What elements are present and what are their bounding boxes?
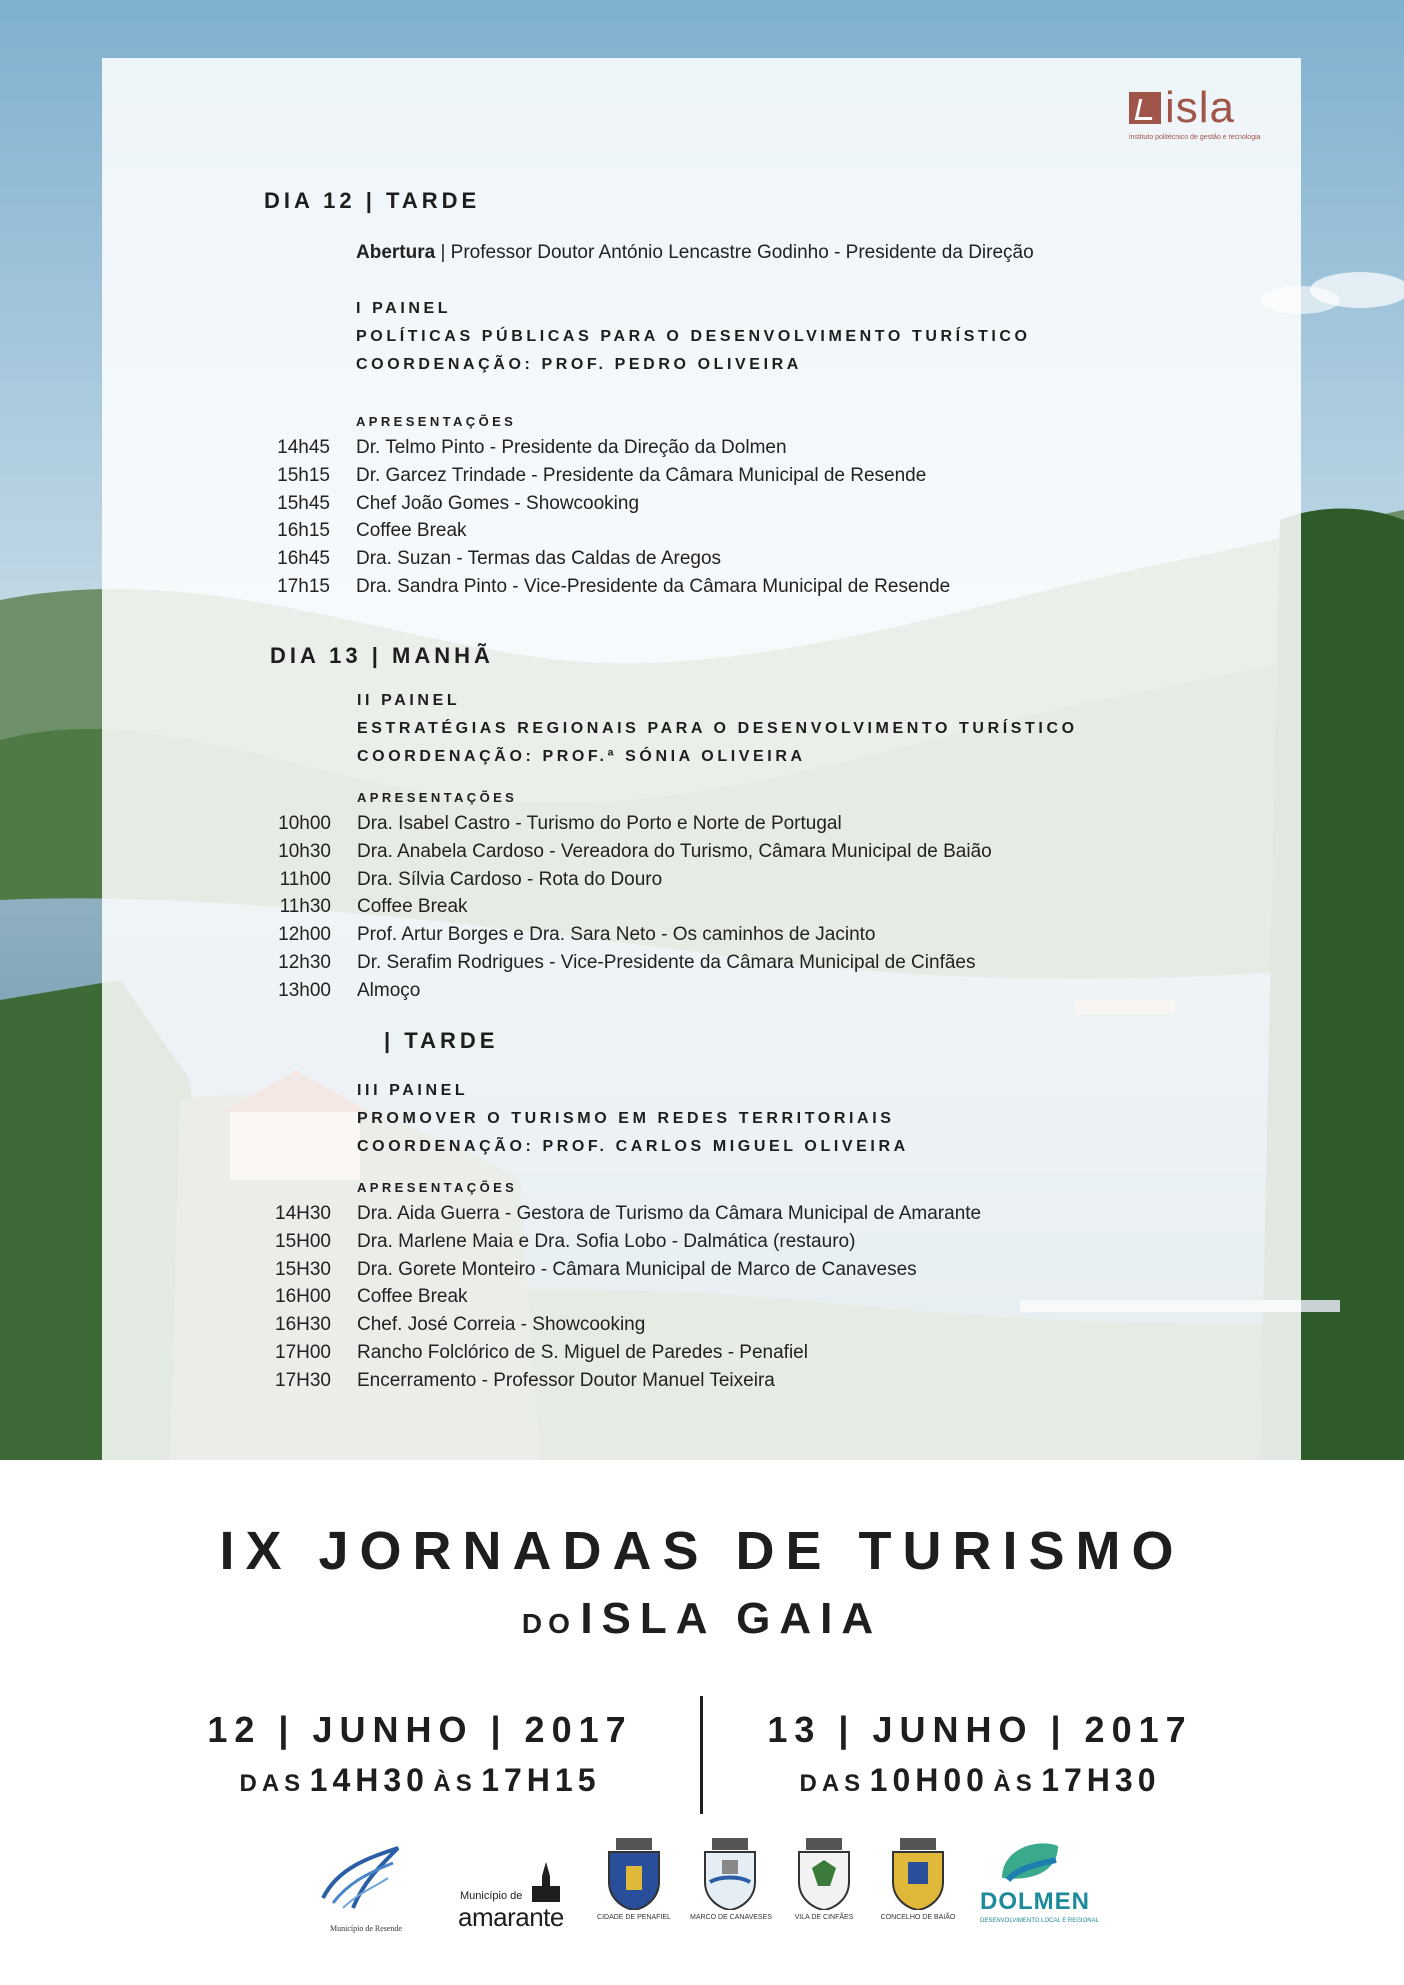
baiao-crest-icon <box>888 1838 948 1910</box>
sponsor-penafiel <box>597 1838 674 1938</box>
cinfaes-crest-icon <box>794 1838 854 1910</box>
sponsor-resende <box>308 1838 428 1938</box>
schedule-time: 12h00 <box>278 924 331 946</box>
schedule-description: Dra. Suzan - Termas das Caldas de Aregos <box>356 548 722 570</box>
schedule-time: 17h15 <box>277 575 330 597</box>
schedule-row <box>261 838 1261 866</box>
event-subtitle-do: DO <box>521 1608 576 1639</box>
sponsor-marco <box>690 1838 772 1938</box>
panel1-label: I PAINEL <box>356 300 452 317</box>
marco-crest-icon <box>700 1838 760 1910</box>
sponsor-cinfaes <box>794 1838 864 1938</box>
schedule-description: Dra. Isabel Castro - Turismo do Porto e Norte de Portugal <box>357 813 842 834</box>
schedule-description: Dra. Sílvia Cardoso - Rota do Douro <box>357 868 663 890</box>
schedule-time: 10h30 <box>278 840 331 862</box>
dolmen-logo-icon <box>998 1838 1062 1888</box>
isla-logo <box>1129 83 1279 146</box>
opening-text: | Professor Doutor António Lencastre Godinho - Presidente da Direção <box>435 242 1034 263</box>
schedule-description: Chef João Gomes - Showcooking <box>356 492 640 514</box>
penafiel-label: CIDADE DE PENAFIEL <box>597 1914 671 1921</box>
time-day13-end: 17H30 <box>1041 1762 1161 1798</box>
time-day13 <box>750 1760 1210 1807</box>
day13-morning-schedule <box>261 810 1261 1005</box>
sponsor-amarante <box>458 1838 578 1938</box>
isla-logo-text: isla <box>1165 83 1236 132</box>
dolmen-label: DOLMEN <box>980 1888 1090 1915</box>
date-day13: 13 | JUNHO | 2017 <box>767 1709 1193 1750</box>
schedule-time: 15h45 <box>277 492 330 514</box>
day13-afternoon-schedule <box>261 1200 1261 1395</box>
time-day12-das: DAS <box>239 1770 306 1797</box>
schedule-row <box>261 1367 1261 1395</box>
schedule-row <box>261 893 1261 921</box>
schedule-time: 11h00 <box>279 868 331 890</box>
penafiel-crest-icon <box>604 1838 664 1910</box>
schedule-row <box>261 1228 1261 1256</box>
schedule-row <box>260 490 1260 518</box>
schedule-description: Dr. Garcez Trindade - Presidente da Câmara Municipal de Resende <box>356 464 927 486</box>
panel3-presentations-label: APRESENTAÇÕES <box>357 1180 518 1195</box>
schedule-description: Dr. Serafim Rodrigues - Vice-Presidente da Câmara Municipal de Cinfães <box>357 951 976 973</box>
panel3-coordination: COORDENAÇÃO: PROF. CARLOS MIGUEL OLIVEIRA <box>357 1138 909 1155</box>
program-panel <box>102 58 1301 1460</box>
schedule-row <box>261 1339 1261 1367</box>
schedule-row <box>260 517 1260 545</box>
date-day12: 12 | JUNHO | 2017 <box>207 1709 633 1750</box>
cinfaes-label: VILA DE CINFÃES <box>794 1914 854 1921</box>
event-subtitle <box>0 1594 1404 1644</box>
schedule-row <box>261 949 1261 977</box>
time-day12-end: 17H15 <box>481 1762 601 1798</box>
panel1-coordination: COORDENAÇÃO: PROF. PEDRO OLIVEIRA <box>356 356 802 373</box>
amarante-label: amarante <box>458 1902 564 1932</box>
schedule-description: Dra. Gorete Monteiro - Câmara Municipal de Marco de Canaveses <box>357 1258 917 1280</box>
panel3-label: III PAINEL <box>357 1082 469 1099</box>
panel2-title: ESTRATÉGIAS REGIONAIS PARA O DESENVOLVIMENTO TURÍSTICO <box>357 720 1078 737</box>
time-day13-das: DAS <box>799 1770 866 1797</box>
schedule-row <box>260 545 1260 573</box>
opening-label: Abertura <box>356 242 436 263</box>
time-day13-start: 10H00 <box>869 1762 989 1798</box>
isla-logo-mark-icon <box>1129 92 1161 124</box>
schedule-row <box>260 573 1260 601</box>
schedule-time: 14h45 <box>277 437 330 458</box>
schedule-row <box>260 462 1260 490</box>
schedule-description: Chef. José Correia - Showcooking <box>357 1314 646 1336</box>
time-day12 <box>190 1760 650 1807</box>
resende-logo-icon <box>308 1838 418 1918</box>
day13-heading: DIA 13 | MANHÃ <box>270 643 494 668</box>
day12-schedule <box>260 434 1260 601</box>
schedule-time: 11h30 <box>279 896 331 918</box>
schedule-time: 15h15 <box>277 464 330 486</box>
schedule-time: 16h45 <box>277 548 330 570</box>
date-block-day12 <box>190 1708 650 1807</box>
schedule-time: 15H00 <box>275 1230 331 1252</box>
schedule-description: Almoço <box>357 979 421 1001</box>
panel2-label: II PAINEL <box>357 692 461 709</box>
event-title: IX JORNADAS DE TURISMO <box>219 1521 1185 1581</box>
time-day13-as: ÀS <box>993 1770 1037 1797</box>
panel3-title: PROMOVER O TURISMO EM REDES TERRITORIAIS <box>357 1110 895 1127</box>
panel1-title: POLÍTICAS PÚBLICAS PARA O DESENVOLVIMENTO TURÍSTICO <box>356 328 1031 345</box>
event-subtitle-main: ISLA GAIA <box>580 1594 883 1643</box>
schedule-description: Dra. Sandra Pinto - Vice-Presidente da Câmara Municipal de Resende <box>356 575 951 597</box>
day12-heading: DIA 12 | TARDE <box>264 188 481 213</box>
isla-logo-subtitle: instituto politécnico de gestão e tecnologia <box>1129 134 1261 141</box>
schedule-row <box>261 921 1261 949</box>
panel2-coordination: COORDENAÇÃO: PROF.ª SÓNIA OLIVEIRA <box>357 748 806 765</box>
schedule-row <box>261 1256 1261 1284</box>
schedule-time: 17H30 <box>275 1369 331 1391</box>
schedule-row <box>261 977 1261 1005</box>
schedule-description: Prof. Artur Borges e Dra. Sara Neto - Os caminhos de Jacinto <box>357 924 876 946</box>
sponsor-dolmen <box>976 1838 1099 1938</box>
schedule-time: 12h30 <box>278 951 331 973</box>
schedule-row <box>261 866 1261 894</box>
schedule-description: Encerramento - Professor Doutor Manuel Teixeira <box>357 1369 775 1391</box>
schedule-description: Dr. Telmo Pinto - Presidente da Direção da Dolmen <box>356 437 787 458</box>
schedule-time: 14H30 <box>275 1203 331 1224</box>
day13-afternoon-heading: | TARDE <box>384 1028 499 1053</box>
schedule-time: 16H30 <box>275 1314 331 1336</box>
schedule-description: Dra. Anabela Cardoso - Vereadora do Turismo, Câmara Municipal de Baião <box>357 840 992 862</box>
schedule-description: Coffee Break <box>357 1286 468 1308</box>
sponsor-baiao <box>880 1838 958 1938</box>
marco-label: MARCO DE CANAVESES <box>690 1914 772 1921</box>
panel2-presentations-label: APRESENTAÇÕES <box>357 790 518 805</box>
time-day12-start: 14H30 <box>309 1762 429 1798</box>
schedule-time: 17H00 <box>275 1341 331 1363</box>
resende-label: Município de Resende <box>330 1924 402 1933</box>
amarante-small-label: Município de <box>460 1890 523 1902</box>
schedule-description: Rancho Folclórico de S. Miguel de Paredes - Penafiel <box>357 1341 808 1363</box>
schedule-row <box>261 1200 1261 1228</box>
schedule-time: 10h00 <box>278 813 331 834</box>
schedule-row <box>261 810 1261 838</box>
schedule-time: 16h15 <box>277 520 330 542</box>
schedule-description: Dra. Aida Guerra - Gestora de Turismo da Câmara Municipal de Amarante <box>357 1203 982 1224</box>
schedule-row <box>261 1283 1261 1311</box>
schedule-time: 16H00 <box>275 1286 331 1308</box>
schedule-description: Coffee Break <box>356 520 467 542</box>
panel1-presentations-label: APRESENTAÇÕES <box>356 414 517 429</box>
amarante-church-icon <box>528 1862 564 1902</box>
time-day12-as: ÀS <box>433 1770 477 1797</box>
schedule-description: Coffee Break <box>357 896 468 918</box>
schedule-time: 13h00 <box>278 979 331 1001</box>
schedule-row <box>260 434 1260 462</box>
dolmen-sublabel: DESENVOLVIMENTO LOCAL E REGIONAL <box>980 1918 1099 1924</box>
baiao-label: CONCELHO DE BAIÃO <box>880 1914 956 1921</box>
date-divider <box>700 1696 703 1814</box>
schedule-row <box>261 1311 1261 1339</box>
day12-opening <box>356 242 1034 264</box>
schedule-time: 15H30 <box>275 1258 331 1280</box>
date-block-day13 <box>750 1708 1210 1807</box>
schedule-description: Dra. Marlene Maia e Dra. Sofia Lobo - Dalmática (restauro) <box>357 1230 856 1252</box>
